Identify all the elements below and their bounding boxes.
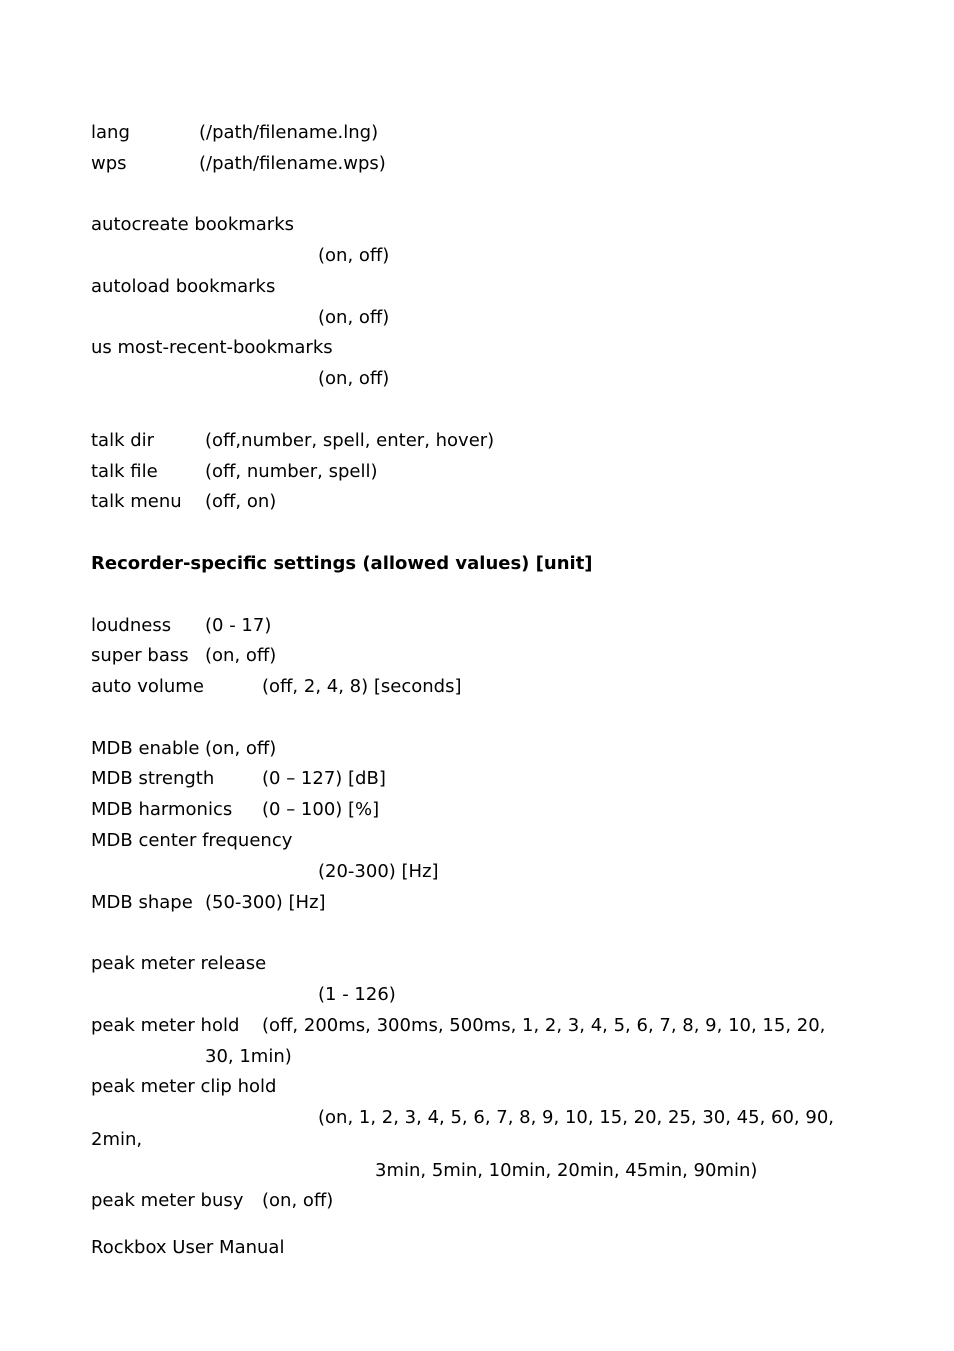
setting-value-peak-meter-busy: (on, off) [262,1190,334,1211]
setting-value-mdb-enable: (on, off) [205,738,277,759]
setting-name-talk-file: talk file [91,461,158,482]
setting-name-super-bass: super bass [91,645,189,666]
section-heading: Recorder-specific settings (allowed values) [unit] [91,553,593,574]
setting-value-auto-volume: (off, 2, 4, 8) [seconds] [262,676,462,697]
setting-value-talk-dir: (off,number, spell, enter, hover) [205,430,495,451]
setting-value-loudness: (0 - 17) [205,615,272,636]
setting-value-autoload-bookmarks: (on, off) [318,307,390,328]
setting-name-peak-meter-hold: peak meter hold [91,1015,240,1036]
setting-value-mdb-strength: (0 – 127) [dB] [262,768,386,789]
setting-value-talk-file: (off, number, spell) [205,461,378,482]
setting-name-mdb-enable: MDB enable [91,738,200,759]
setting-value-lang: (/path/filename.lng) [199,122,379,143]
setting-value-mdb-shape: (50-300) [Hz] [205,892,326,913]
setting-name-mdb-shape: MDB shape [91,892,193,913]
setting-value-super-bass: (on, off) [205,645,277,666]
setting-name-most-recent-bookmarks: us most-recent-bookmarks [91,337,333,358]
setting-name-mdb-strength: MDB strength [91,768,215,789]
setting-name-talk-menu: talk menu [91,491,182,512]
setting-value-mdb-center-frequency: (20-300) [Hz] [318,861,439,882]
setting-value-peak-meter-clip-hold-line1: (on, 1, 2, 3, 4, 5, 6, 7, 8, 9, 10, 15, 20, 25, 30, 45, 60, 90, [318,1107,835,1128]
setting-value-peak-meter-hold-line2: 30, 1min) [205,1046,292,1067]
setting-value-talk-menu: (off, on) [205,491,277,512]
setting-name-peak-meter-release: peak meter release [91,953,267,974]
setting-value-peak-meter-hold-line1: (off, 200ms, 300ms, 500ms, 1, 2, 3, 4, 5, 6, 7, 8, 9, 10, 15, 20, [262,1015,826,1036]
setting-value-peak-meter-release: (1 - 126) [318,984,396,1005]
setting-name-autocreate-bookmarks: autocreate bookmarks [91,214,295,235]
page-footer: Rockbox User Manual [91,1237,285,1258]
setting-name-peak-meter-clip-hold: peak meter clip hold [91,1076,277,1097]
setting-name-lang: lang [91,122,130,143]
setting-name-loudness: loudness [91,615,172,636]
setting-value-most-recent-bookmarks: (on, off) [318,368,390,389]
setting-value-peak-meter-clip-hold-line2: 2min, [91,1129,143,1150]
setting-value-autocreate-bookmarks: (on, off) [318,245,390,266]
setting-name-mdb-center-frequency: MDB center frequency [91,830,293,851]
setting-name-wps: wps [91,153,127,174]
setting-name-talk-dir: talk dir [91,430,155,451]
setting-value-wps: (/path/filename.wps) [199,153,386,174]
setting-name-mdb-harmonics: MDB harmonics [91,799,233,820]
setting-name-peak-meter-busy: peak meter busy [91,1190,244,1211]
setting-name-autoload-bookmarks: autoload bookmarks [91,276,276,297]
setting-value-peak-meter-clip-hold-line3: 3min, 5min, 10min, 20min, 45min, 90min) [375,1160,758,1181]
setting-value-mdb-harmonics: (0 – 100) [%] [262,799,380,820]
setting-name-auto-volume: auto volume [91,676,204,697]
